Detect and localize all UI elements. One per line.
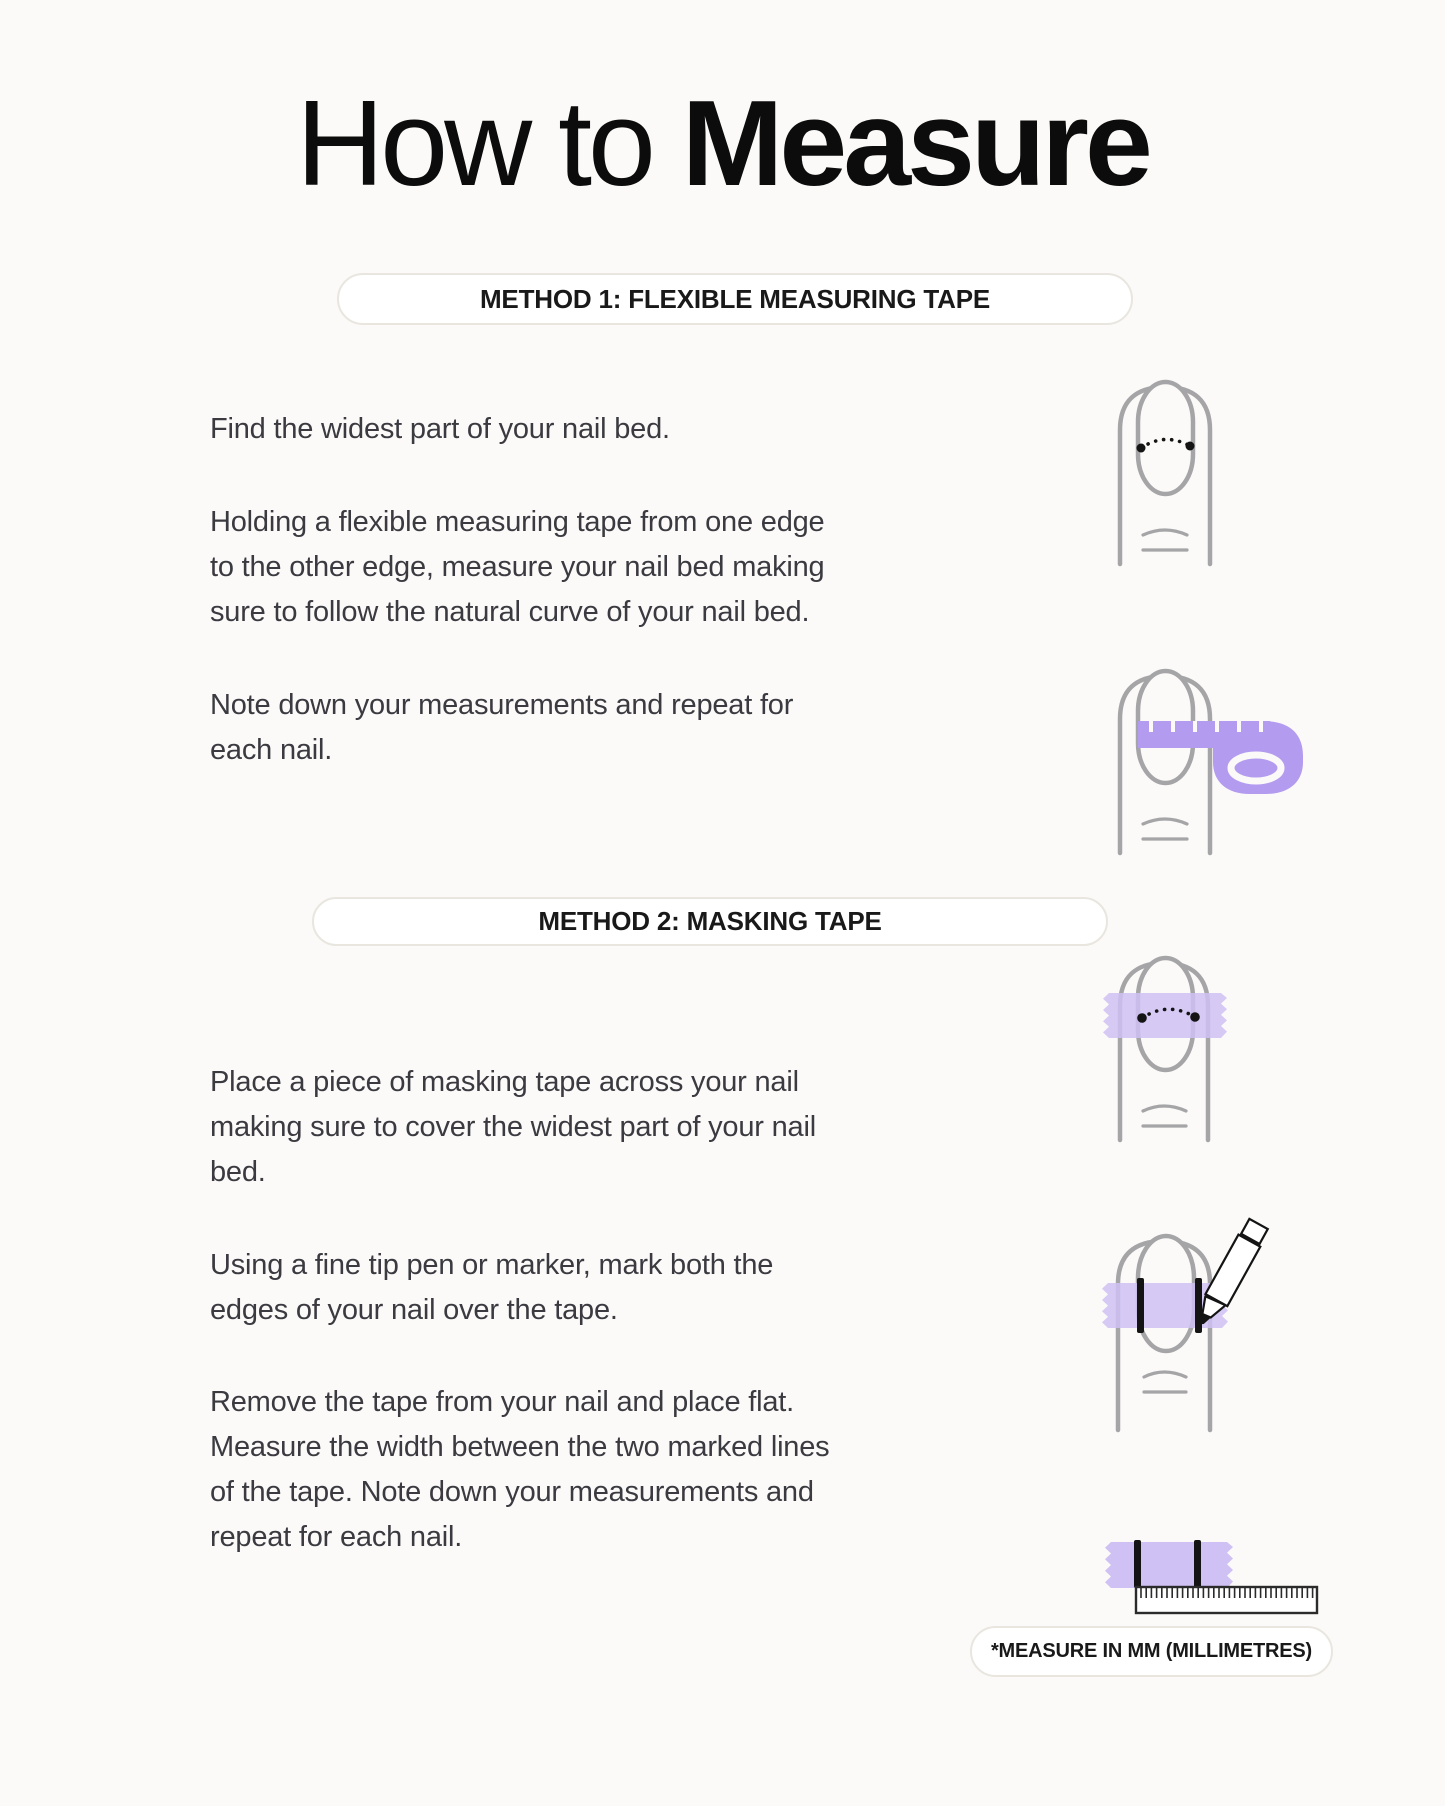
text-line: to the other edge, measure your nail bed making [210,551,825,583]
page-title-bold: Measure [681,75,1149,211]
text-line: Measure the width between the two marked lines [210,1431,830,1463]
marker-pen-icon [1191,1218,1269,1332]
method1-paragraph-1 [210,407,670,452]
page-title-regular: How to [296,75,682,211]
marking-pen-diagram-icon [1098,1205,1288,1435]
text-line: Place a piece of masking tape across your nail [210,1066,799,1098]
method2-paragraph-3 [210,1380,829,1560]
text-line: edges of your nail over the tape. [210,1294,618,1326]
text-line: bed. [210,1156,266,1188]
text-line: of the tape. Note down your measurements and [210,1476,814,1508]
method1-paragraph-2 [210,500,824,635]
method2-paragraph-1 [210,1060,816,1195]
measure-unit-badge-label: *MEASURE IN MM (MILLIMETRES) [990,1640,1313,1662]
text-line: making sure to cover the widest part of your nail [210,1111,816,1143]
method1-badge-label: METHOD 1: FLEXIBLE MEASURING TAPE [479,283,991,314]
text-line: sure to follow the natural curve of your nail bed. [210,596,810,628]
text-line: Find the widest part of your nail bed. [210,413,670,445]
method2-paragraph-2 [210,1243,773,1333]
text-line: each nail. [210,734,333,766]
page-title [0,76,1445,210]
finger-outline [1120,382,1210,564]
method2-badge [312,897,1108,946]
nail-width-diagram-icon [1103,374,1223,569]
finger-outline [1120,958,1208,1140]
masking-tape-diagram-icon [1100,950,1235,1145]
measuring-tape-diagram-icon [1103,663,1308,858]
method1-paragraph-3 [210,683,793,773]
finger-outline [1118,1236,1210,1430]
measure-unit-badge [970,1626,1333,1677]
finger-outline [1120,671,1210,853]
ruler-icon [1136,1587,1317,1613]
nail-outline [1138,382,1193,494]
text-line: Holding a flexible measuring tape from one edge [210,506,825,538]
tape-ruler-diagram-icon [1100,1538,1325,1618]
text-line: Note down your measurements and repeat for [210,689,794,721]
method1-badge [337,273,1133,325]
text-line: Remove the tape from your nail and place flat. [210,1386,795,1418]
masking-tape-strip [1105,1542,1233,1588]
text-line: Using a fine tip pen or marker, mark both the [210,1249,774,1281]
tape-band [1138,721,1270,748]
text-line: repeat for each nail. [210,1521,463,1553]
method2-badge-label: METHOD 2: MASKING TAPE [538,906,882,936]
masking-tape-strip [1103,993,1227,1038]
